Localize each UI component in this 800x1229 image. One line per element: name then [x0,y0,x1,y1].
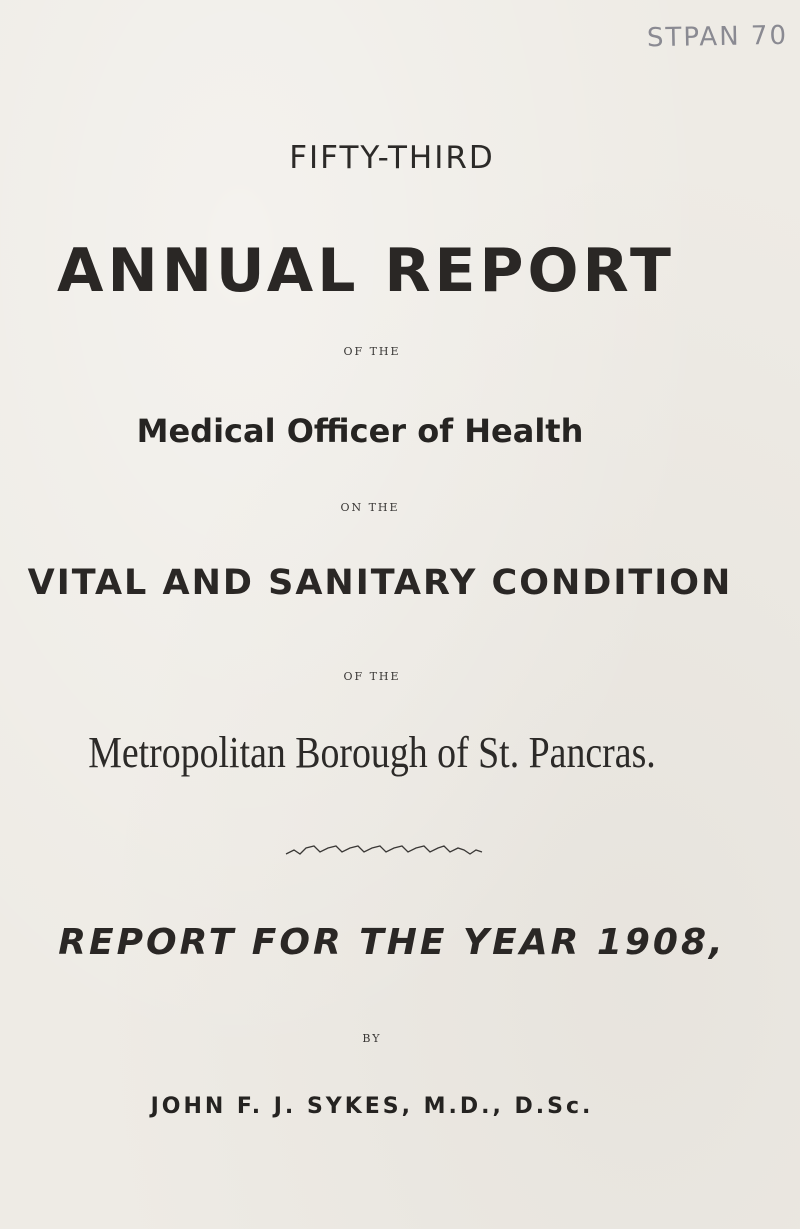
author-name: JOHN F. J. SYKES, M.D., D.Sc. [150,1094,594,1119]
report-title: ANNUAL REPORT [57,236,675,306]
connector-on-the: ON THE [340,501,400,514]
connector-of-the-2: OF THE [343,670,401,683]
borough-name: Metropolitan Borough of St. Pancras. [88,728,656,777]
report-subject: VITAL AND SANITARY CONDITION [27,563,733,603]
handwritten-shelfmark: STPAN 70 [646,20,789,54]
wavy-ornament-icon [284,842,484,860]
ordinal-heading: FIFTY-THIRD [289,140,495,176]
connector-by: BY [362,1032,382,1045]
report-year: REPORT FOR THE YEAR 1908, [58,922,726,963]
connector-of-the: OF THE [343,345,401,358]
officer-title: Medical Officer of Health [136,412,584,450]
